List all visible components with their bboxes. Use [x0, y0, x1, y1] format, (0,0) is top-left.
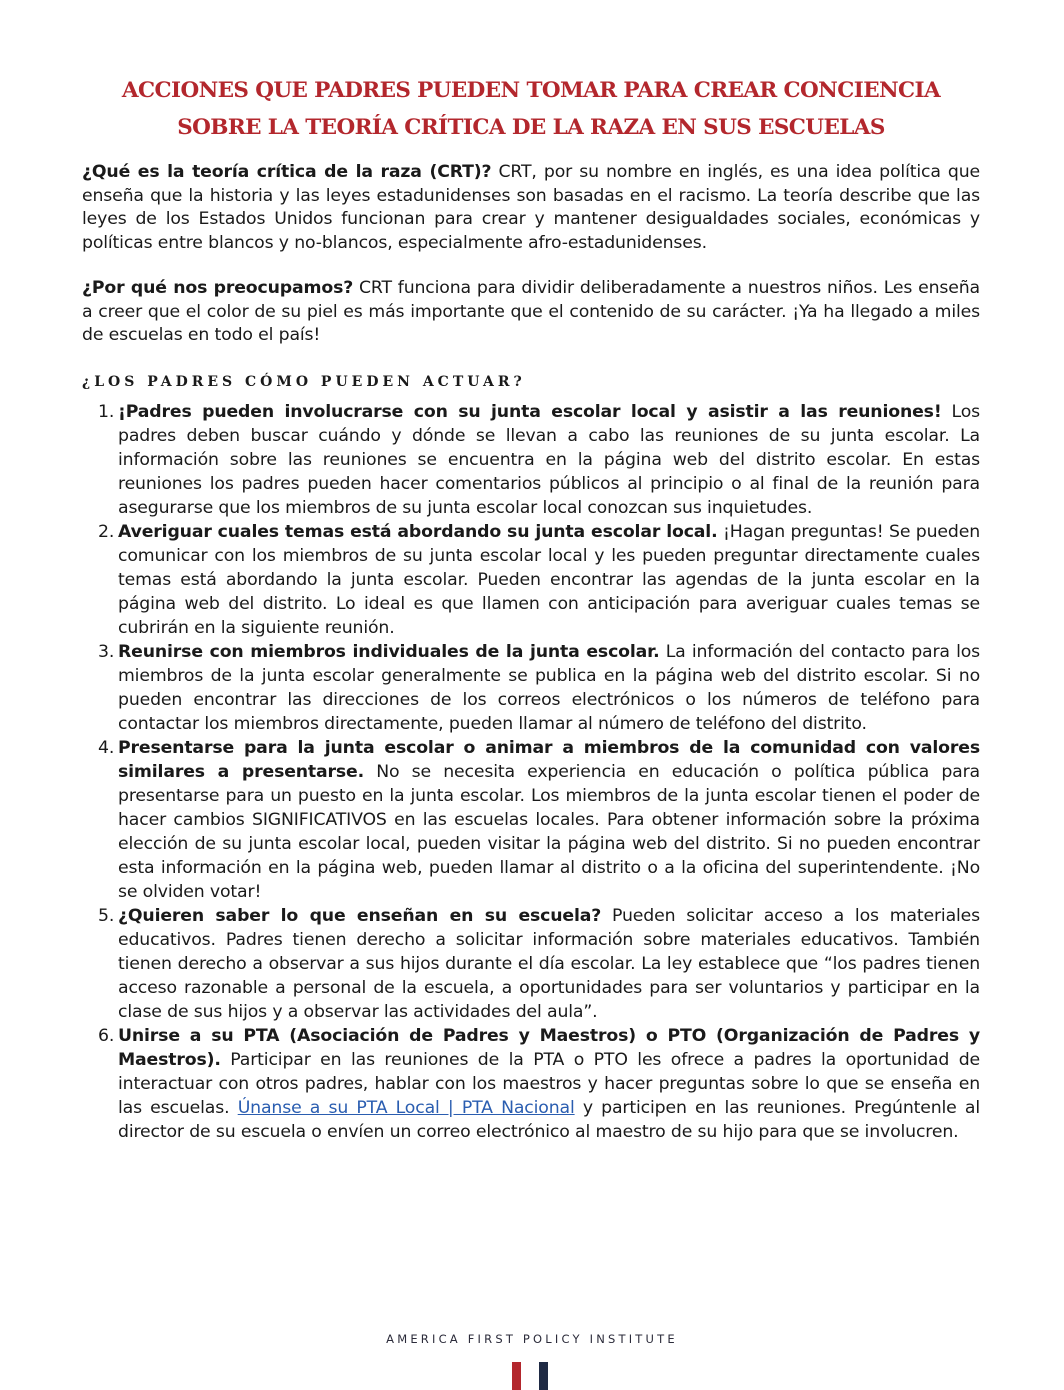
- step-body: [118, 904, 980, 1024]
- pta-join-link[interactable]: Únanse a su PTA Local | PTA Nacional: [237, 1097, 575, 1118]
- step-body: [118, 736, 980, 904]
- step-number: 5.: [98, 905, 115, 926]
- step-number: 6.: [98, 1025, 115, 1046]
- intro-paragraph-crt: [82, 161, 980, 255]
- step-text: ¡Hagan preguntas! Se pueden comunicar con los miembros de su junta escolar local y les pueden preguntar directamente cuales temas está abordando la junta escolar. Pueden encontrar las agendas de la junta escolar en la página web del distrito. Lo ideal es que llamen con anticipación para averiguar cuales temas se cubrirán en la siguiente reunión.: [118, 521, 981, 638]
- flag-logo-icon: [512, 1362, 548, 1390]
- list-item: [82, 520, 980, 640]
- step-number: 4.: [98, 737, 115, 758]
- title-line-1: ACCIONES QUE PADRES PUEDEN TOMAR PARA CREAR CONCIENCIA: [121, 78, 941, 103]
- step-heading: ¿Quieren saber lo que enseñan en su escuela?: [118, 905, 602, 926]
- step-number: 2.: [98, 521, 115, 542]
- step-text: La información del contacto para los miembros de la junta escolar generalmente se publica en la página web del distrito escolar. Si no pueden encontrar las direcciones de los correos electrónicos o los números de teléfono para contactar los miembros directamente, pueden llamar al número de teléfono del distrito.: [118, 641, 980, 734]
- step-text: No se necesita experiencia en educación o política pública para presentarse para un puesto en la junta escolar. Los miembros de la junta escolar tienen el poder de hacer cambios SIGNIFICATIVOS en las escuelas locales. Para obtener información sobre la próxima elección de su junta escolar local, pueden visitar la página web del distrito. Si no pueden encontrar esta información en la página web, pueden llamar al distrito o a la oficina del superintendente. ¡No se olviden votar!: [118, 761, 980, 902]
- page-title: [82, 72, 980, 146]
- step-body: [118, 400, 980, 520]
- step-number: 3.: [98, 641, 115, 662]
- intro-question-concern: ¿Por qué nos preocupamos?: [82, 278, 354, 298]
- step-heading: Unirse a su PTA (Asociación de Padres y Maestros) o PTO (Organización de Padres y Maestros).: [118, 1025, 980, 1070]
- list-item: [82, 904, 980, 1024]
- section-heading: ¿LOS PADRES CÓMO PUEDEN ACTUAR?: [82, 373, 526, 390]
- intro-question-crt: ¿Qué es la teoría crítica de la raza (CRT)?: [82, 162, 492, 182]
- action-steps-list: [82, 400, 980, 1144]
- step-heading: ¡Padres pueden involucrarse con su junta escolar local y asistir a las reuniones!: [118, 401, 942, 422]
- flag-navy-bar: [539, 1362, 548, 1390]
- flag-red-bar: [512, 1362, 521, 1390]
- step-heading: Reunirse con miembros individuales de la junta escolar.: [118, 641, 660, 662]
- footer-organization: AMERICA FIRST POLICY INSTITUTE: [386, 1332, 678, 1346]
- step-text: Participar en las reuniones de la PTA o PTO les ofrece a padres la oportunidad de interactuar con otros padres, hablar con los maestros y hacer preguntas sobre lo que se enseña en las escuelas.: [118, 1049, 980, 1118]
- flag-white-bar: [525, 1362, 534, 1390]
- intro-paragraph-concern: [82, 277, 980, 348]
- step-text-after-link: y participen en las reuniones. Pregúntenle al director de su escuela o envíen un correo electrónico al maestro de su hijo para que se involucren.: [118, 1097, 981, 1142]
- list-item: [82, 640, 980, 736]
- step-text: Los padres deben buscar cuándo y dónde se llevan a cabo las reuniones de su junta escolar. La información sobre las reuniones se encuentra en la página web del distrito escolar. En estas reuniones los padres pueden hacer comentarios públicos al principio o al final de la reunión para asegurarse que los miembros de su junta escolar local conozcan sus inquietudes.: [118, 401, 980, 518]
- title-line-2: SOBRE LA TEORÍA CRÍTICA DE LA RAZA EN SUS ESCUELAS: [177, 115, 885, 140]
- step-text: Pueden solicitar acceso a los materiales educativos. Padres tienen derecho a solicitar información sobre materiales educativos. También tienen derecho a observar a sus hijos durante el día escolar. La ley establece que “los padres tienen acceso razonable a personal de la escuela, a oportunidades para ser voluntarios y participar en la clase de sus hijos y a observar las actividades del aula”.: [118, 905, 981, 1022]
- step-heading: Averiguar cuales temas está abordando su junta escolar local.: [118, 521, 718, 542]
- list-item: [82, 400, 980, 520]
- list-item: [82, 736, 980, 904]
- document-page: [82, 72, 980, 1144]
- step-heading: Presentarse para la junta escolar o animar a miembros de la comunidad con valores similares a presentarse.: [118, 737, 980, 782]
- intro-answer-crt: CRT, por su nombre en inglés, es una idea política que enseña que la historia y las leyes estadunidenses son basadas en el racismo. La teoría describe que las leyes de los Estados Unidos funcionan para crear y mantener desigualdades sociales, económicas y políticas entre blancos y no-blancos, especialmente afro-estadunidenses.: [82, 162, 981, 253]
- step-number: 1.: [98, 401, 115, 422]
- step-body: [118, 640, 980, 736]
- step-body: [118, 520, 980, 640]
- step-body: [118, 1024, 980, 1144]
- intro-answer-concern: CRT funciona para dividir deliberadamente a nuestros niños. Les enseña a creer que el color de su piel es más importante que el contenido de su carácter. ¡Ya ha llegado a miles de escuelas en todo el país!: [82, 278, 980, 345]
- list-item: [82, 1024, 980, 1144]
